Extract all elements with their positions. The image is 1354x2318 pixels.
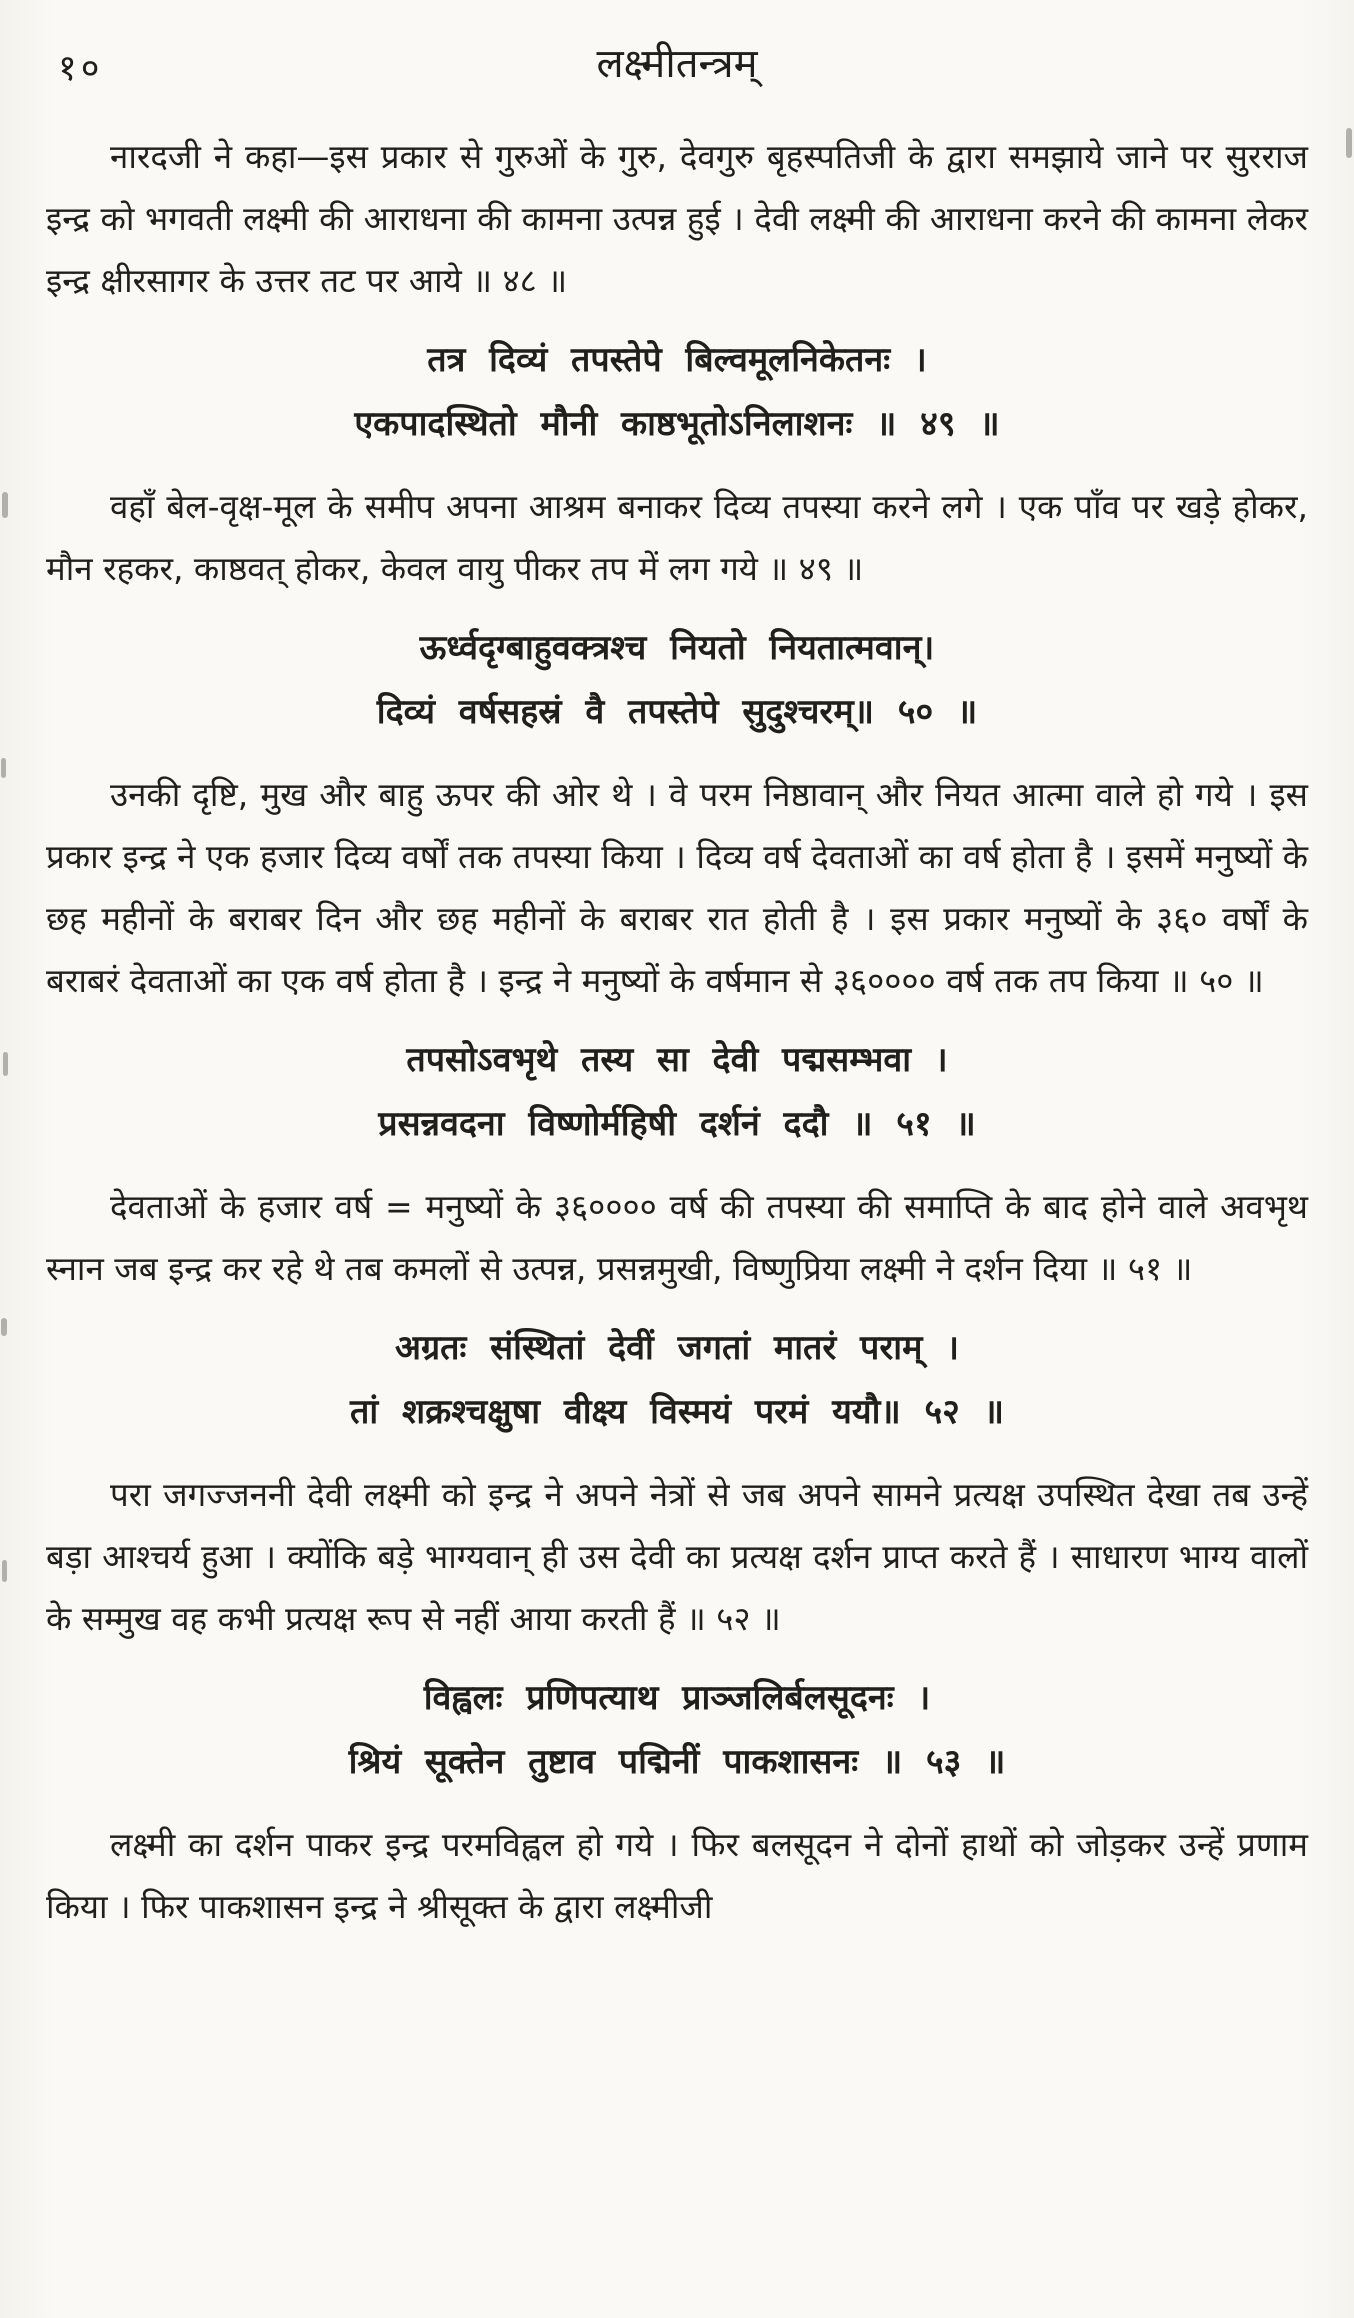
scan-artifact bbox=[2, 1560, 7, 1582]
paragraph: उनकी दृष्टि, मुख और बाहु ऊपर की ओर थे । वे परम निष्ठावान् और नियत आत्मा वाले हो गये । इस प्रकार इन्द्र ने एक हजार दिव्य वर्षों तक तपस्या किया । दिव्य वर्ष देवताओं का वर्ष होता है । इसमें मनुष्यों के छह महीनों के बराबर दिन और छह महीनों के बराबर रात होती है । इस प्रकार मनुष्यों के ३६० वर्षों के बराबरं देवताओं का एक वर्ष होता है । इन्द्र ने मनुष्यों के वर्षमान से ३६०००० वर्ष तक तप किया ॥ ५० ॥ bbox=[46, 775, 1308, 1000]
verse-line: तत्र दिव्यं तपस्तेपे बिल्वमूलनिकेतनः । bbox=[427, 340, 927, 380]
paragraph: नारदजी ने कहा—इस प्रकार से गुरुओं के गुरु, देवगुरु बृहस्पतिजी के द्वारा समझाये जाने पर सुरराज इन्द्र को भगवती लक्ष्मी की आराधना की कामना उत्पन्न हुई । देवी लक्ष्मी की आराधना करने की कामना लेकर इन्द्र क्षीरसागर के उत्तर तट पर आये ॥ ४८ ॥ bbox=[46, 137, 1308, 300]
verse bbox=[46, 1028, 1308, 1156]
scan-artifact bbox=[2, 492, 8, 518]
scan-artifact bbox=[3, 1052, 8, 1076]
verse bbox=[46, 328, 1308, 456]
scan-artifact bbox=[1346, 128, 1352, 158]
page-body bbox=[46, 126, 1308, 1938]
page-number: १० bbox=[58, 48, 104, 89]
verse-line: दिव्यं वर्षसहस्रं वै तपस्तेपे सुदुश्चरम्॥ ५० ॥ bbox=[376, 692, 978, 732]
scan-artifact bbox=[1, 1318, 7, 1336]
verse bbox=[46, 1316, 1308, 1444]
paragraph: वहाँ बेल-वृक्ष-मूल के समीप अपना आश्रम बनाकर दिव्य तपस्या करने लगे । एक पाँव पर खड़े होकर, मौन रहकर, काष्ठवत् होकर, केवल वायु पीकर तप में लग गये ॥ ४९ ॥ bbox=[46, 487, 1308, 588]
paragraph: लक्ष्मी का दर्शन पाकर इन्द्र परमविह्वल हो गये । फिर बलसूदन ने दोनों हाथों को जोड़कर उन्हें प्रणाम किया । फिर पाकशासन इन्द्र ने श्रीसूक्त के द्वारा लक्ष्मीजी bbox=[46, 1825, 1308, 1926]
verse-line: तपसोऽवभृथे तस्य सा देवी पद्मसम्भवा । bbox=[406, 1040, 948, 1080]
verse-line: एकपादस्थितो मौनी काष्ठभूतोऽनिलाशनः ॥ ४९ ॥ bbox=[354, 404, 1000, 444]
verse-line: ऊर्ध्वदृग्बाहुवक्त्रश्च नियतो नियतात्मवान्। bbox=[419, 628, 935, 668]
scan-artifact bbox=[1, 758, 6, 778]
verse-line: श्रियं सूक्तेन तुष्टाव पद्मिनीं पाकशासनः ॥ ५३ ॥ bbox=[348, 1742, 1006, 1782]
page-title: लक्ष्मीतन्त्रम् bbox=[596, 41, 758, 87]
verse-line: प्रसन्नवदना विष्णोर्महिषी दर्शनं ददौ ॥ ५१ ॥ bbox=[378, 1104, 976, 1144]
verse-line: विह्वलः प्रणिपत्याथ प्राञ्जलिर्बलसूदनः । bbox=[423, 1678, 931, 1718]
paragraph: परा जगज्जननी देवी लक्ष्मी को इन्द्र ने अपने नेत्रों से जब अपने सामने प्रत्यक्ष उपस्थित देखा तब उन्हें बड़ा आश्चर्य हुआ । क्योंकि बड़े भाग्यवान् ही उस देवी का प्रत्यक्ष दर्शन प्राप्त करते हैं । साधारण भाग्य वालों के सम्मुख वह कभी प्रत्यक्ष रूप से नहीं आया करती हैं ॥ ५२ ॥ bbox=[46, 1475, 1308, 1638]
verse bbox=[46, 616, 1308, 744]
paragraph: देवताओं के हजार वर्ष = मनुष्यों के ३६०००० वर्ष की तपस्या की समाप्ति के बाद होने वाले अवभृथ स्नान जब इन्द्र कर रहे थे तब कमलों से उत्पन्न, प्रसन्नमुखी, विष्णुप्रिया लक्ष्मी ने दर्शन दिया ॥ ५१ ॥ bbox=[46, 1187, 1308, 1288]
page-header bbox=[46, 34, 1308, 108]
verse-line: अग्रतः संस्थितां देवीं जगतां मातरं पराम् । bbox=[394, 1328, 960, 1368]
verse bbox=[46, 1666, 1308, 1794]
verse-line: तां शक्रश्चक्षुषा वीक्ष्य विस्मयं परमं ययौ॥ ५२ ॥ bbox=[350, 1392, 1004, 1432]
